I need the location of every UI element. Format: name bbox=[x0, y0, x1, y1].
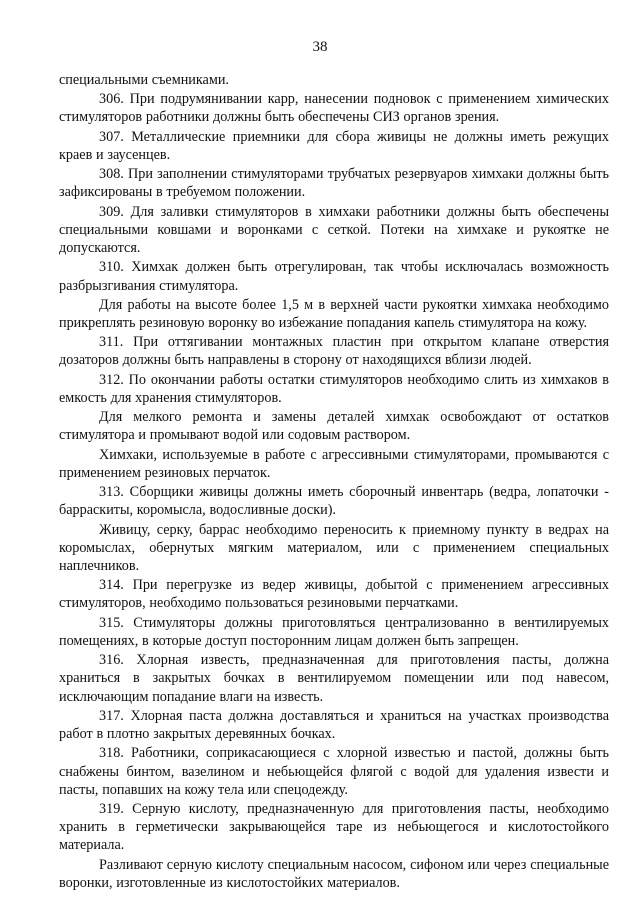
paragraph: 314. При перегрузке из ведер живицы, добытой с применением агрессивных стимуляторов, необходимо пользоваться резиновыми перчатками. bbox=[59, 577, 609, 612]
paragraph: Химхаки, используемые в работе с агрессивными стимуляторами, промываются с применением резиновых перчаток. bbox=[59, 446, 609, 481]
paragraph: 319. Серную кислоту, предназначенную для приготовления пасты, необходимо хранить в герметически закрывающейся таре из небьющегося и кислотостойкого материала. bbox=[59, 801, 609, 854]
paragraph: 315. Стимуляторы должны приготовляться централизованно в вентилируемых помещениях, в которые доступ посторонним лицам должен быть запрещен. bbox=[59, 614, 609, 649]
paragraph: специальными съемниками. bbox=[59, 72, 229, 88]
paragraph: 311. При оттягивании монтажных пластин при открытом клапане отверстия дозаторов должны быть направлены в сторону от находящихся вблизи людей. bbox=[59, 334, 609, 369]
paragraph: Живицу, серку, баррас необходимо переносить к приемному пункту в ведрах на коромыслах, обернутых мягким материалом, или с применением специальных наплечников. bbox=[59, 521, 609, 574]
paragraph: 309. Для заливки стимуляторов в химхаки работники должны быть обеспечены специальными ковшами и воронками с сеткой. Потеки на химхаке и рукоятке не допускаются. bbox=[59, 203, 609, 257]
paragraph: 310. Химхак должен быть отрегулирован, так чтобы исключалась возможность разбрызгивания стимулятора. bbox=[59, 259, 609, 294]
paragraph: 317. Хлорная паста должна доставляться и храниться на участках производства работ в плотно закрытых деревянных бочках. bbox=[59, 707, 609, 743]
paragraph: 318. Работники, соприкасающиеся с хлорной известью и пастой, должны быть снабжены бинтом, вазелином и небьющейся флягой с водой для удаления извести и пасты, попавших на кожу тела или спецодежду. bbox=[59, 745, 609, 798]
paragraph: Для мелкого ремонта и замены деталей химхак освобождают от остатков стимулятора и промывают водой или содовым раствором. bbox=[59, 409, 609, 444]
paragraph: Разливают серную кислоту специальным насосом, сифоном или через специальные воронки, изготовленные из кислотостойких материалов. bbox=[59, 856, 609, 891]
body-text bbox=[59, 71, 609, 892]
paragraph: 313. Сборщики живицы должны иметь сборочный инвентарь (ведра, лопаточки - барраскиты, коромысла, водосливные доски). bbox=[59, 484, 609, 519]
paragraph: 316. Хлорная известь, предназначенная для приготовления пасты, должна храниться в закрытых бочках в вентилируемом помещении или под навесом, исключающим попадание влаги на известь. bbox=[59, 652, 609, 705]
paragraph: 312. По окончании работы остатки стимуляторов необходимо слить из химхаков в емкость для хранения стимуляторов. bbox=[59, 371, 609, 406]
paragraph: 308. При заполнении стимуляторами трубчатых резервуаров химхаки должны быть зафиксированы в требуемом положении. bbox=[59, 166, 609, 201]
paragraph: 307. Металлические приемники для сбора живицы не должны иметь режущих краев и заусенцев. bbox=[59, 128, 609, 163]
paragraph: Для работы на высоте более 1,5 м в верхней части рукоятки химхака необходимо прикреплять резиновую воронку во избежание попадания капель стимулятора на кожу. bbox=[59, 296, 609, 331]
page-number: 38 bbox=[312, 39, 328, 55]
paragraph: 306. При подрумянивании карр, нанесении подновок с применением химических стимуляторов работники должны быть обеспечены СИЗ органов зрения. bbox=[59, 91, 609, 126]
